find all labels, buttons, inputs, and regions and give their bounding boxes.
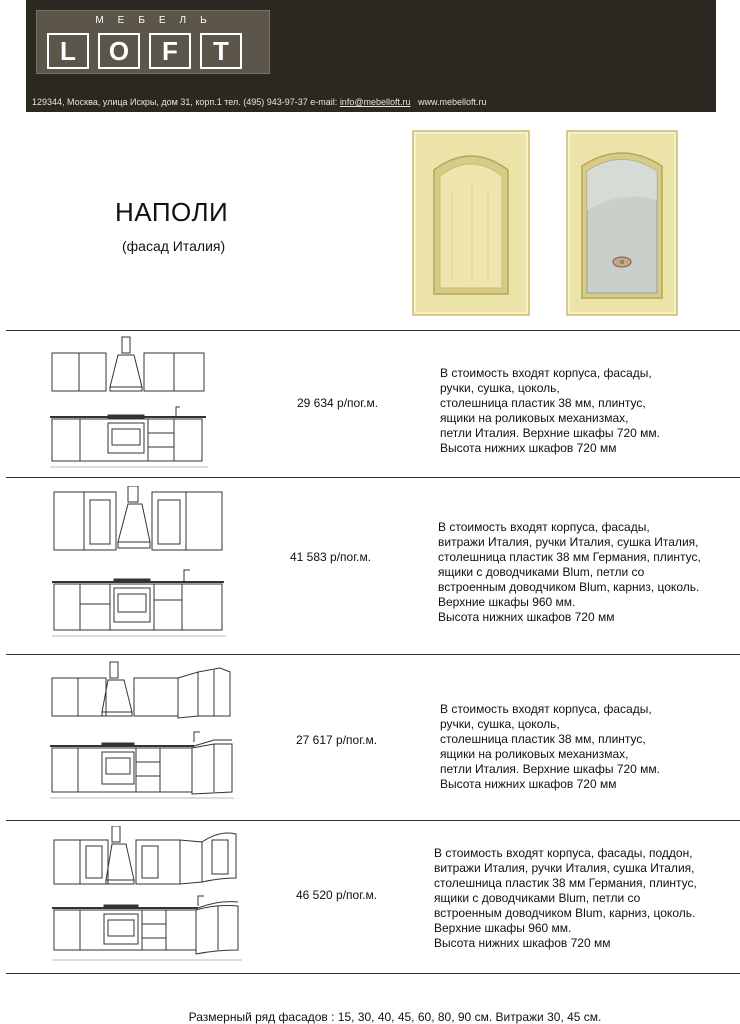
description-line: В стоимость входят корпуса, фасады, (440, 702, 652, 716)
divider (6, 973, 740, 974)
kitchen-drawing-4 (48, 826, 248, 964)
description-line: ящики на роликовых механизмах, (440, 411, 629, 425)
price-4: 46 520 р/пог.м. (296, 888, 378, 902)
logo-letter: L (47, 33, 89, 69)
description-line: Верхние шкафы 960 мм. (434, 921, 572, 935)
description-2 (438, 520, 701, 625)
email-link[interactable]: info@mebelloft.ru (339, 97, 411, 107)
description-line: ящики на роликовых механизмах, (440, 747, 629, 761)
footer-sizes: Размерный ряд фасадов : 15, 30, 40, 45, 60, 80, 90 см. Витражи 30, 45 см. (188, 1010, 602, 1024)
website-link[interactable]: www.mebelloft.ru (418, 97, 487, 107)
description-line: ручки, сушка, цоколь, (440, 381, 560, 395)
description-line: встроенным доводчиком Blum, карниз, цоколь. (434, 906, 696, 920)
logo-letter: O (98, 33, 140, 69)
kitchen-drawing-3 (48, 660, 238, 802)
description-line: витражи Италия, ручки Италия, сушка Италия, (438, 535, 699, 549)
logo-top-text: МЕБЕЛЬ (95, 15, 221, 26)
logo-letters (47, 33, 242, 69)
description-line: петли Италия. Верхние шкафы 720 мм. (440, 426, 660, 440)
divider (6, 477, 740, 478)
description-3 (440, 702, 660, 792)
description-line: ящики с доводчиками Blum, петли со (438, 565, 645, 579)
description-line: ящики с доводчиками Blum, петли со (434, 891, 641, 905)
header-banner (26, 0, 716, 112)
logo-letter: T (200, 33, 242, 69)
description-line: В стоимость входят корпуса, фасады, (438, 520, 650, 534)
description-line: В стоимость входят корпуса, фасады, поддон, (434, 846, 693, 860)
description-line: встроенным доводчиком Blum, карниз, цоколь. (438, 580, 700, 594)
description-line: столешница пластик 38 мм, плинтус, (440, 732, 646, 746)
divider (6, 820, 740, 821)
description-line: ручки, сушка, цоколь, (440, 717, 560, 731)
logo (36, 10, 270, 74)
description-line: Высота нижних шкафов 720 мм (438, 610, 615, 624)
divider (6, 654, 740, 655)
divider (6, 330, 740, 331)
glass-facade-image (566, 130, 678, 316)
kitchen-drawing-2 (48, 486, 228, 638)
description-line: Верхние шкафы 960 мм. (438, 595, 576, 609)
product-subtitle: (фасад Италия) (122, 238, 226, 254)
price-1: 29 634 р/пог.м. (297, 396, 379, 410)
description-line: Высота нижних шкафов 720 мм (440, 777, 617, 791)
kitchen-drawing-1 (48, 335, 218, 470)
contact-line (32, 97, 487, 107)
logo-letter: F (149, 33, 191, 69)
description-line: Высота нижних шкафов 720 мм (434, 936, 611, 950)
product-title: НАПОЛИ (115, 197, 229, 227)
description-line: столешница пластик 38 мм Германия, плинтус, (438, 550, 701, 564)
price-2: 41 583 р/пог.м. (290, 550, 372, 564)
address-text: 129344, Москва, улица Искры, дом 31, корп.1 тел. (495) 943-97-37 e-mail: (32, 97, 340, 107)
description-line: В стоимость входят корпуса, фасады, (440, 366, 652, 380)
description-line: столешница пластик 38 мм Германия, плинтус, (434, 876, 697, 890)
price-3: 27 617 р/пог.м. (296, 733, 378, 747)
description-line: петли Италия. Верхние шкафы 720 мм. (440, 762, 660, 776)
description-line: столешница пластик 38 мм, плинтус, (440, 396, 646, 410)
description-1 (440, 366, 660, 456)
description-4 (434, 846, 697, 951)
description-line: витражи Италия, ручки Италия, сушка Италия, (434, 861, 695, 875)
solid-facade-image (412, 130, 530, 316)
description-line: Высота нижних шкафов 720 мм (440, 441, 617, 455)
